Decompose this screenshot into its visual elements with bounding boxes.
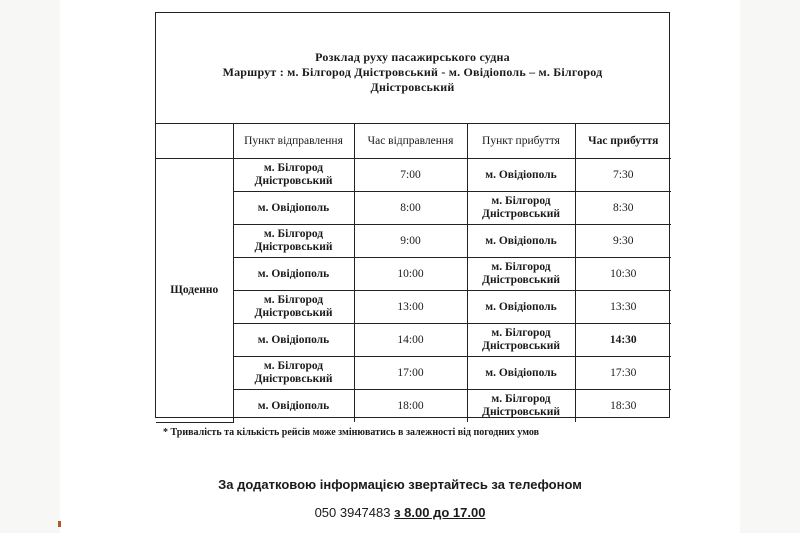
departure-point: м. Білгород Дністровський <box>233 291 354 324</box>
departure-time: 18:00 <box>354 390 467 423</box>
arrival-point: м. Білгород Дністровський <box>467 192 575 225</box>
table-row <box>156 159 671 192</box>
schedule-table <box>156 124 671 423</box>
header-arrival-point: Пункт прибуття <box>467 124 575 159</box>
arrival-point: м. Овідіополь <box>467 291 575 324</box>
office-hours: з 8.00 до 17.00 <box>394 505 486 520</box>
arrival-point: м. Білгород Дністровський <box>467 324 575 357</box>
departure-time: 13:00 <box>354 291 467 324</box>
schedule-title-block <box>156 13 669 124</box>
departure-time: 17:00 <box>354 357 467 390</box>
departure-point: м. Овідіополь <box>233 258 354 291</box>
arrival-time: 8:30 <box>575 192 671 225</box>
arrival-time: 10:30 <box>575 258 671 291</box>
paper-mark <box>58 521 61 527</box>
departure-time: 8:00 <box>354 192 467 225</box>
schedule-frame <box>155 12 670 418</box>
departure-time: 14:00 <box>354 324 467 357</box>
frequency-cell: Щоденно <box>156 159 233 423</box>
departure-time: 7:00 <box>354 159 467 192</box>
header-arrival-time: Час прибуття <box>575 124 671 159</box>
arrival-point: м. Овідіополь <box>467 225 575 258</box>
phone-line <box>0 505 800 520</box>
phone-number: 050 3947483 <box>314 505 391 520</box>
departure-point: м. Білгород Дністровський <box>233 159 354 192</box>
contact-info: За додатковою інформацією звертайтесь за телефоном <box>218 477 582 492</box>
departure-point: м. Овідіополь <box>233 192 354 225</box>
table-row <box>156 192 671 225</box>
departure-point: м. Овідіополь <box>233 390 354 423</box>
table-row <box>156 291 671 324</box>
arrival-point: м. Овідіополь <box>467 357 575 390</box>
departure-time: 9:00 <box>354 225 467 258</box>
arrival-time: 9:30 <box>575 225 671 258</box>
arrival-point: м. Овідіополь <box>467 159 575 192</box>
table-row <box>156 390 671 423</box>
header-departure-point: Пункт відправлення <box>233 124 354 159</box>
arrival-time: 13:30 <box>575 291 671 324</box>
departure-point: м. Овідіополь <box>233 324 354 357</box>
departure-point: м. Білгород Дністровський <box>233 225 354 258</box>
schedule-title: Розклад руху пасажирського судна <box>315 49 510 64</box>
table-row <box>156 324 671 357</box>
weather-footnote: * Тривалість та кількість рейсів може змінюватись в залежності від погодних умов <box>163 427 540 438</box>
route-line: Маршрут : м. Білгород Дністровський - м. Овідіополь – м. Білгород <box>222 64 603 79</box>
departure-point: м. Білгород Дністровський <box>233 357 354 390</box>
arrival-point: м. Білгород Дністровський <box>467 390 575 423</box>
arrival-time: 14:30 <box>575 324 671 357</box>
table-row <box>156 225 671 258</box>
table-row <box>156 258 671 291</box>
route-line-continued: Дністровський <box>370 79 455 94</box>
departure-time: 10:00 <box>354 258 467 291</box>
table-header-row <box>156 124 671 159</box>
arrival-point: м. Білгород Дністровський <box>467 258 575 291</box>
header-frequency <box>156 124 233 159</box>
arrival-time: 17:30 <box>575 357 671 390</box>
table-row <box>156 357 671 390</box>
arrival-time: 7:30 <box>575 159 671 192</box>
arrival-time: 18:30 <box>575 390 671 423</box>
header-departure-time: Час відправлення <box>354 124 467 159</box>
